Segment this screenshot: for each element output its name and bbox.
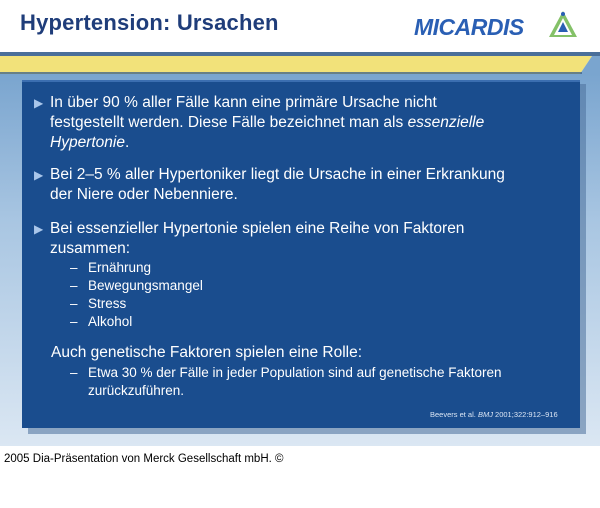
bullet-3-line-1: Bei essenzieller Hypertonie spielen eine Reihe von Faktoren <box>50 220 465 237</box>
triangle-logo-icon <box>546 8 580 42</box>
bullet-arrow-icon: ▶ <box>34 222 44 236</box>
list-item: – Alkohol <box>70 314 133 329</box>
bullet-2-line-2: der Niere oder Nebenniere. <box>50 186 238 203</box>
micardis-logo <box>414 8 584 44</box>
genetic-heading: Auch genetische Faktoren spielen eine Rolle: <box>51 344 363 361</box>
list-item: – Bewegungsmangel <box>70 278 203 293</box>
bullet-1-line-2: festgestellt werden. Diese Fälle bezeichnet man als essenzielle <box>50 114 485 131</box>
footer-copyright: 2005 Dia-Präsentation von Merck Gesellschaft mbH. © <box>4 453 284 465</box>
bullet-arrow-icon: ▶ <box>34 96 44 110</box>
list-item: – Stress <box>70 296 127 311</box>
reference: Beevers et al. BMJ 2001;322:912–916 <box>430 410 558 419</box>
header-band <box>0 52 600 74</box>
bullet-1-line-1: In über 90 % aller Fälle kann eine primäre Ursache nicht <box>50 94 437 111</box>
bullet-1 <box>34 93 554 153</box>
genetic-item-line-2: zurückzuführen. <box>88 383 185 398</box>
genetic-item-line-1: – Etwa 30 % der Fälle in jeder Population sind auf genetische Faktoren <box>70 365 502 380</box>
bullet-2 <box>34 165 554 205</box>
bullet-arrow-icon: ▶ <box>34 168 44 182</box>
bullet-3-line-2: zusammen: <box>50 240 131 257</box>
bullet-2-line-1: Bei 2–5 % aller Hypertoniker liegt die Ursache in einer Erkrankung <box>50 166 505 183</box>
logo-text: MICARDIS <box>414 14 524 40</box>
slide-title: Hypertension: Ursachen <box>20 10 279 35</box>
bullet-1-line-3: Hypertonie. <box>50 134 130 151</box>
bullet-3 <box>34 219 554 259</box>
list-item: – Ernährung <box>70 260 152 275</box>
